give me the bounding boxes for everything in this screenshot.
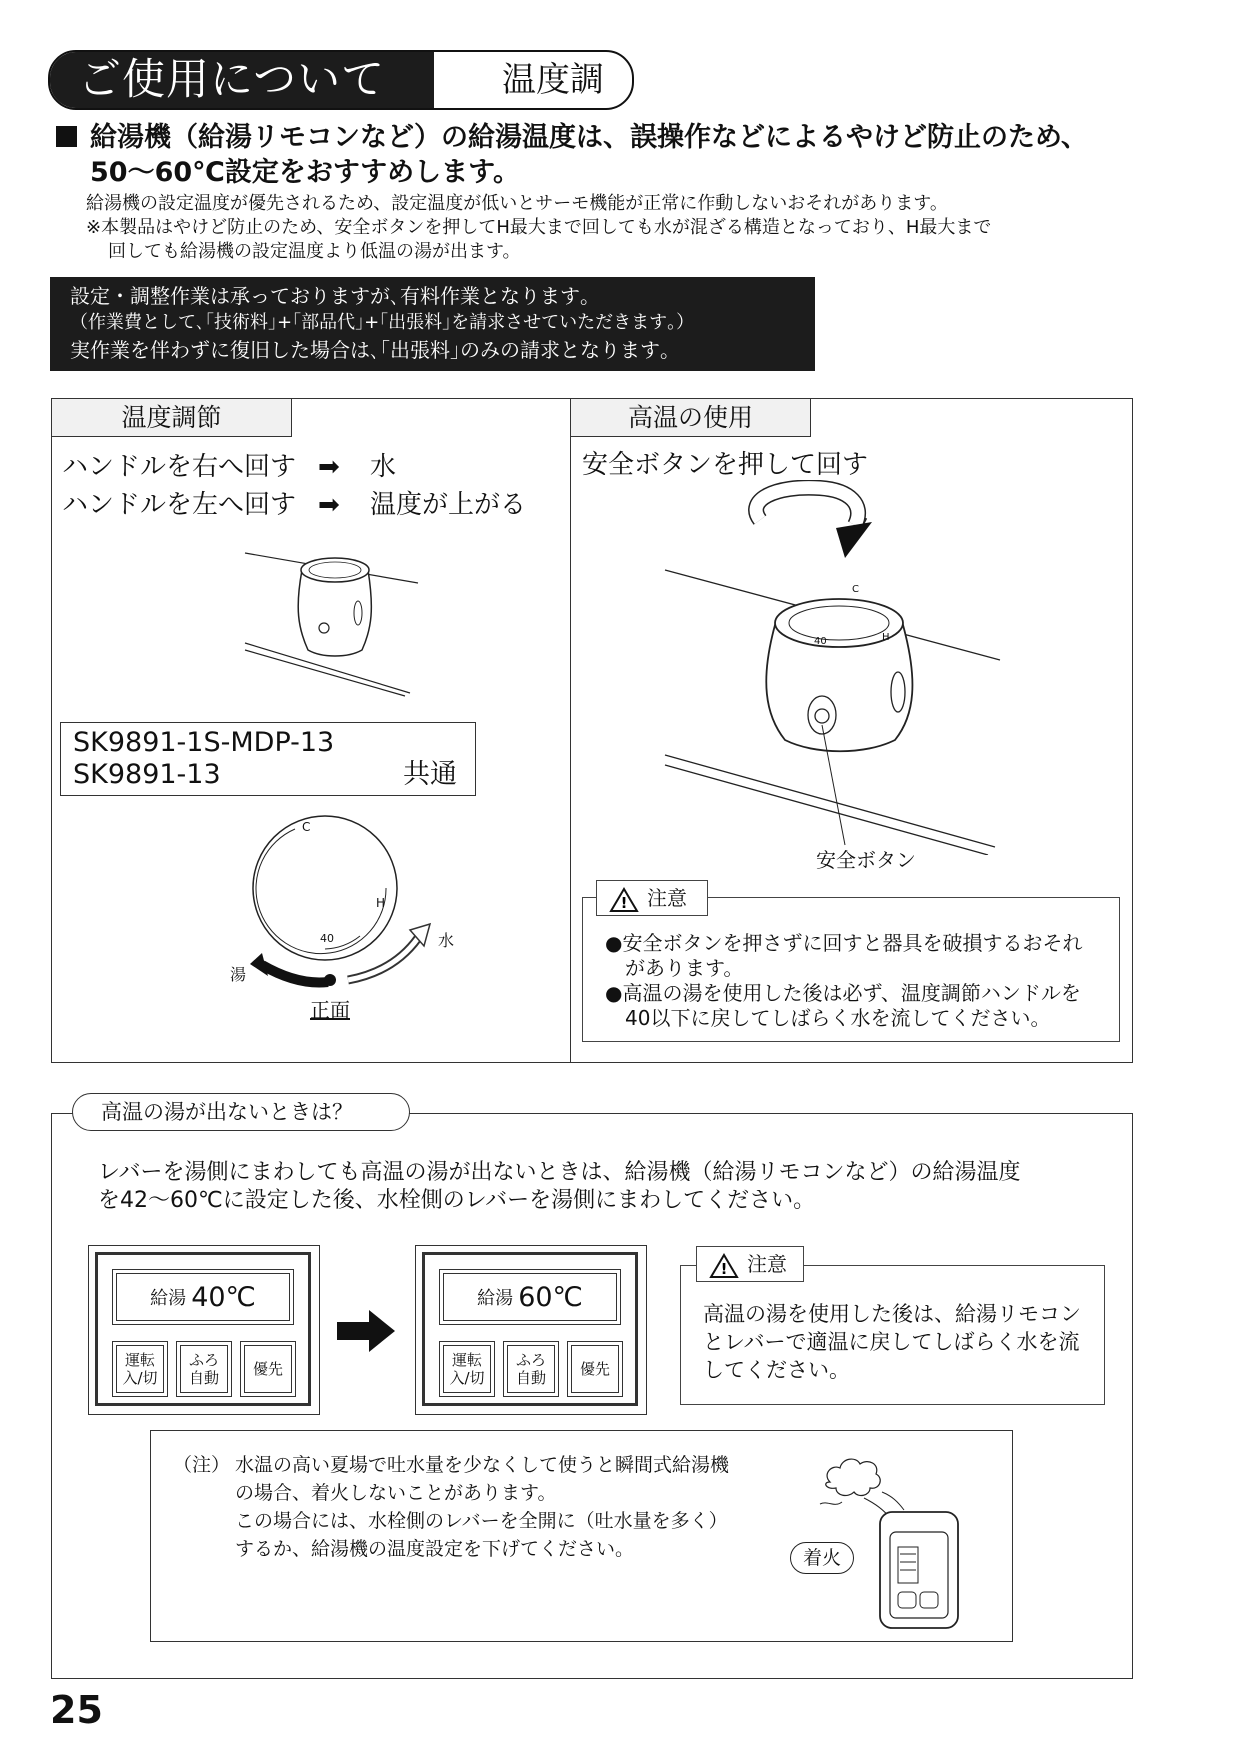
dial-diagram xyxy=(210,808,470,1008)
no-hot-water-tab: 高温の湯が出ないときは？ xyxy=(72,1093,410,1131)
note-line-1: 水温の高い夏場で吐水量を少なくして使うと瞬間式給湯機 xyxy=(235,1454,730,1476)
dial-hot-label: 湯 xyxy=(230,965,247,984)
caution-box-2 xyxy=(680,1265,1105,1405)
power-button[interactable]: 運転 入/切 xyxy=(439,1341,495,1397)
remote-60c-temp: 60℃ xyxy=(518,1281,583,1313)
caution-1-line-4: 40以下に戻してしばらく水を流してください。 xyxy=(625,1006,1051,1030)
power-button[interactable]: 運転 入/切 xyxy=(112,1341,168,1397)
caution-2-line-1: 高温の湯を使用した後は、給湯リモコン xyxy=(703,1302,1081,1326)
fee-line-2: （作業費として､｢技術料｣+｢部品代｣+｢出張料｣を請求させていただきます｡） xyxy=(70,312,695,333)
knob-40-mark: 40 xyxy=(814,636,827,647)
svg-text:!: ! xyxy=(720,1259,728,1278)
arrow-right-icon: ➡ xyxy=(318,452,340,482)
section-subtitle: 温度調 xyxy=(502,60,604,100)
note-1: 給湯機の設定温度が優先されるため、設定温度が低いとサーモ機能が正常に作動しないおそれがあります。 xyxy=(86,193,948,214)
model-number-2: SK9891-13 xyxy=(73,759,221,790)
high-temp-panel-tab: 高温の使用 xyxy=(571,399,811,437)
caution-1-line-1: ●安全ボタンを押さずに回すと器具を破損するおそれ xyxy=(605,931,1083,955)
safety-button-label: 安全ボタン xyxy=(816,848,916,872)
fee-line-1: 設定・調整作業は承っておりますが､有料作業となります｡ xyxy=(70,284,590,308)
arrow-right-icon: ➡ xyxy=(318,490,340,520)
priority-button[interactable]: 優先 xyxy=(567,1341,623,1397)
page-number: 25 xyxy=(50,1688,103,1732)
caution-1-line-3: ●高温の湯を使用した後は必ず、温度調節ハンドルを xyxy=(605,981,1081,1005)
model-number-box xyxy=(60,722,476,796)
bath-auto-button[interactable]: ふろ 自動 xyxy=(176,1341,232,1397)
caution-1-line-2: があります。 xyxy=(625,956,744,980)
rotate-left-result: 温度が上がる xyxy=(370,490,527,520)
bath-auto-button[interactable]: ふろ 自動 xyxy=(503,1341,559,1397)
note-2: ※本製品はやけど防止のため、安全ボタンを押してH最大まで回しても水が混ざる構造となっており、H最大まで xyxy=(86,217,992,238)
rotate-right-text: ハンドルを右へ回す xyxy=(62,452,297,482)
remote-60c xyxy=(415,1245,647,1415)
caution-title-2: 注意 xyxy=(747,1252,787,1276)
rotate-left-text: ハンドルを左へ回す xyxy=(62,490,297,520)
svg-text:!: ! xyxy=(620,893,628,912)
ignite-label: 着火 xyxy=(790,1542,854,1574)
no-hot-water-text-2: を42〜60℃に設定した後、水栓側のレバーを湯側にまわしてください。 xyxy=(98,1188,816,1213)
knob-h-mark: H xyxy=(882,632,890,643)
caution-2-line-3: してください。 xyxy=(703,1358,850,1382)
lead-line-1: 給湯機（給湯リモコンなど）の給湯温度は、誤操作などによるやけど防止のため、 xyxy=(90,122,1088,153)
small-handle-illustration xyxy=(240,548,420,698)
no-hot-water-text-1: レバーを湯側にまわしても高温の湯が出ないときは、給湯機（給湯リモコンなど）の給湯温度 xyxy=(98,1160,1021,1185)
safety-instruction: 安全ボタンを押して回す xyxy=(582,450,869,480)
note-line-3: この場合には、水栓側のレバーを全開に（吐水量を多く） xyxy=(235,1510,728,1532)
note-line-2: の場合、着火しないことがあります。 xyxy=(235,1482,557,1504)
section-title: ご使用について xyxy=(50,52,434,108)
remote-60c-display xyxy=(439,1269,621,1325)
knob-c-mark: C xyxy=(852,584,859,595)
warning-icon xyxy=(709,1253,739,1279)
dial-h-mark: H xyxy=(376,896,386,910)
remote-40c-display xyxy=(112,1269,294,1325)
caution-title-1: 注意 xyxy=(647,886,687,910)
dial-c-mark: C xyxy=(302,820,311,834)
fee-line-3: 実作業を伴わずに復旧した場合は､｢出張料｣のみの請求となります｡ xyxy=(70,338,670,362)
rotate-right-result: 水 xyxy=(370,452,397,482)
remote-40c-temp: 40℃ xyxy=(191,1281,256,1313)
dial-front-label: 正面 xyxy=(310,998,350,1022)
section-header xyxy=(48,50,634,110)
temperature-panel-tab: 温度調節 xyxy=(52,399,292,437)
priority-button[interactable]: 優先 xyxy=(240,1341,296,1397)
arrow-right-icon xyxy=(337,1308,397,1354)
caution-2-line-2: とレバーで適温に戻してしばらく水を流 xyxy=(703,1330,1080,1354)
caution-tab-2 xyxy=(696,1246,804,1282)
bullet-square-icon xyxy=(56,126,77,147)
lead-line-2: 50〜60℃設定をおすすめします。 xyxy=(90,157,520,188)
note-line-4: するか、給湯機の温度設定を下げてください。 xyxy=(235,1538,635,1560)
large-handle-illustration xyxy=(660,480,1005,855)
dial-40-mark: 40 xyxy=(320,932,334,945)
dial-water-label: 水 xyxy=(438,931,455,950)
note-3: 回しても給湯機の設定温度より低温の湯が出ます。 xyxy=(108,241,521,262)
model-common-label: 共通 xyxy=(403,759,457,790)
model-number-1: SK9891-1S-MDP-13 xyxy=(73,727,335,758)
note-label: （注） xyxy=(173,1454,231,1476)
remote-40c xyxy=(88,1245,320,1415)
warning-icon xyxy=(609,887,639,913)
remote-40c-label: 給湯 xyxy=(150,1288,187,1309)
remote-60c-label: 給湯 xyxy=(477,1288,514,1309)
caution-box-1 xyxy=(582,897,1120,1042)
fee-notice-box xyxy=(50,277,815,371)
caution-tab-1 xyxy=(596,880,708,916)
